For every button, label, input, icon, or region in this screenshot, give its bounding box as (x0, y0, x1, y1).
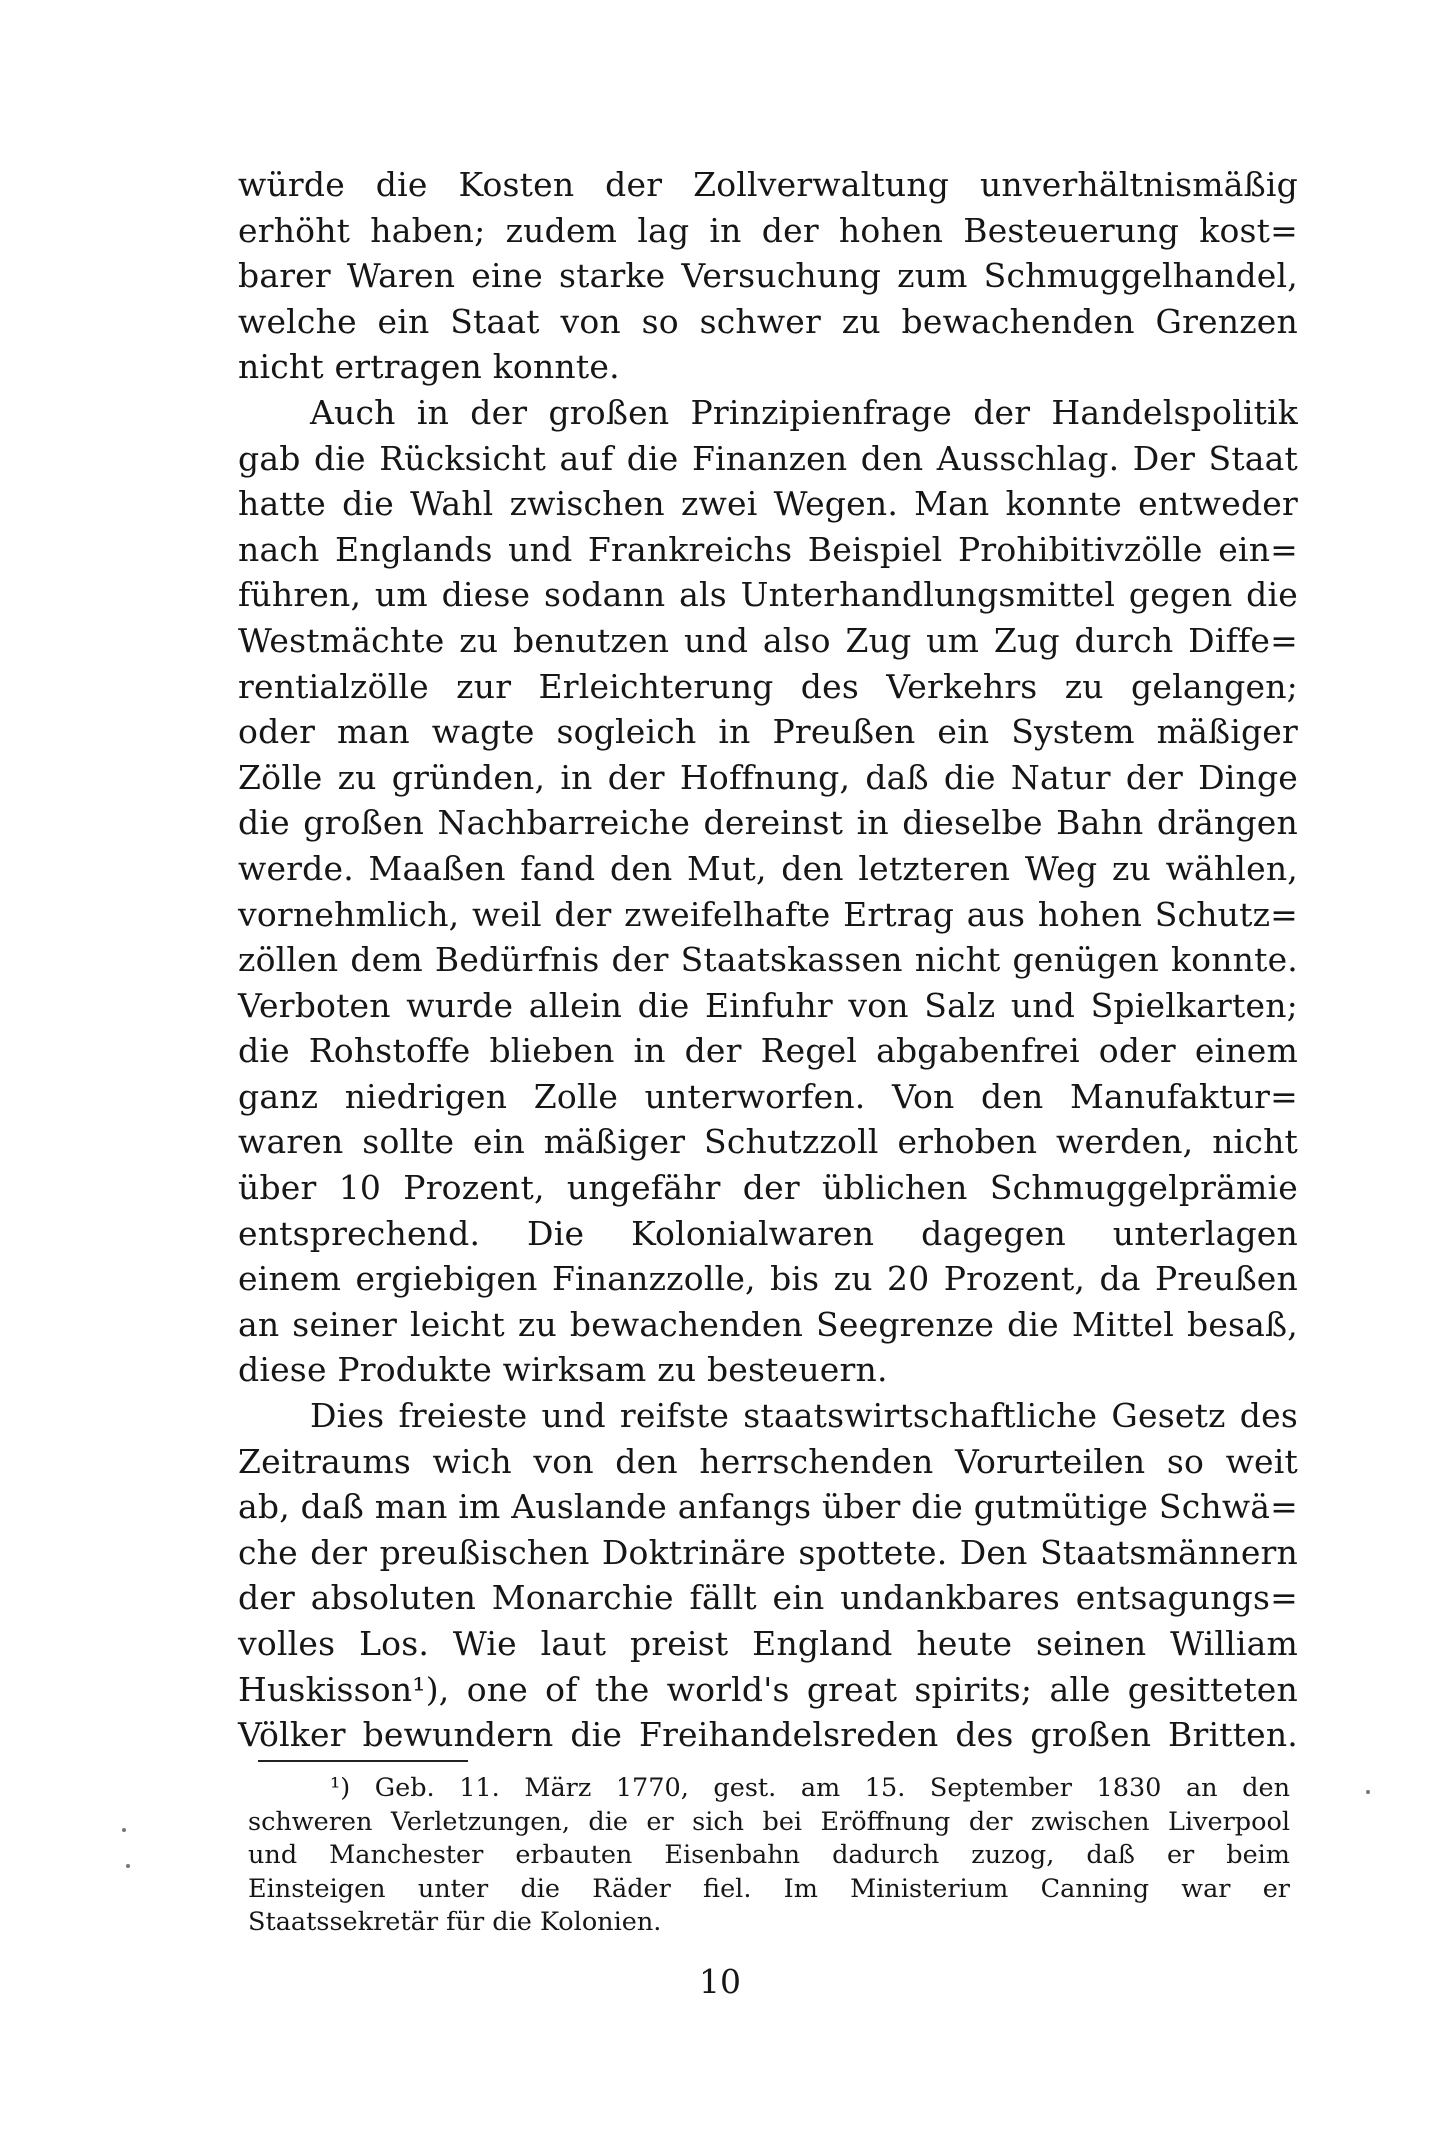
body-line: waren sollte ein mäßiger Schutzzoll erhoben werden, nicht (238, 1122, 1298, 1162)
body-line: nach Englands und Frankreichs Beispiel Prohibitivzölle ein= (238, 529, 1298, 569)
body-text (238, 162, 1298, 1758)
body-line: volles Los. Wie laut preist England heute seinen William (238, 1624, 1298, 1663)
body-line: einem ergiebigen Finanzzolle, bis zu 20 Prozent, da Preußen (238, 1259, 1298, 1299)
body-line: die Rohstoffe blieben in der Regel abgabenfrei oder einem (238, 1031, 1298, 1071)
body-line: rentialzölle zur Erleichterung des Verkehrs zu gelangen; (238, 666, 1298, 706)
body-line: ab, daß man im Auslande anfangs über die gutmütige Schwä= (238, 1487, 1298, 1527)
body-line: oder man wagte sogleich in Preußen ein System mäßiger (238, 712, 1298, 752)
body-line: welche ein Staat von so schwer zu bewachenden Grenzen (238, 301, 1298, 341)
body-line: Verboten wurde allein die Einfuhr von Salz und Spielkarten; (238, 985, 1298, 1025)
footnote (248, 1772, 1290, 1940)
body-line: entsprechend. Die Kolonialwaren dagegen unterlagen (238, 1213, 1298, 1253)
body-line: barer Waren eine starke Versuchung zum Schmuggelhandel, (238, 256, 1298, 296)
body-line: würde die Kosten der Zollverwaltung unverhältnismäßig (238, 165, 1298, 204)
body-line: über 10 Prozent, ungefähr der üblichen Schmuggelprämie (238, 1168, 1298, 1208)
body-line: nicht ertragen konnte. (238, 347, 620, 387)
body-line: der absoluten Monarchie fällt ein undankbares entsagungs= (238, 1578, 1298, 1618)
footnote-divider (258, 1760, 468, 1762)
body-line: werde. Maaßen fand den Mut, den letzteren Weg zu wählen, (238, 848, 1298, 888)
body-line: an seiner leicht zu bewachenden Seegrenze die Mittel besaß, (238, 1304, 1298, 1344)
body-line: che der preußischen Doktrinäre spottete. Den Staatsmännern (238, 1532, 1298, 1572)
page-number: 10 (699, 1962, 741, 2001)
body-line: Auch in der großen Prinzipienfrage der Handelspolitik (310, 392, 1298, 432)
paper-speck (122, 1828, 126, 1832)
body-line: zöllen dem Bedürfnis der Staatskassen nicht genügen konnte. (238, 940, 1298, 980)
body-line: die großen Nachbarreiche dereinst in dieselbe Bahn drängen (238, 803, 1298, 843)
footnote-line: Einsteigen unter die Räder fiel. Im Ministerium Canning war er (248, 1873, 1290, 1904)
footnote-line: schweren Verletzungen, die er sich bei Eröffnung der zwischen Liverpool (248, 1806, 1290, 1837)
body-line: führen, um diese sodann als Unterhandlungsmittel gegen die (238, 575, 1298, 615)
body-line: Dies freieste und reifste staatswirtschaftliche Gesetz des (310, 1396, 1298, 1436)
body-line: Völker bewundern die Freihandelsreden des großen Britten. (238, 1715, 1298, 1755)
body-line: gab die Rücksicht auf die Finanzen den Ausschlag. Der Staat (238, 438, 1298, 478)
paper-speck (1366, 1790, 1370, 1794)
body-line: Zeitraums wich von den herrschenden Vorurteilen so weit (238, 1441, 1298, 1481)
body-line: diese Produkte wirksam zu besteuern. (238, 1350, 888, 1390)
body-line: Westmächte zu benutzen und also Zug um Zug durch Diffe= (238, 620, 1298, 660)
footnote-line: und Manchester erbauten Eisenbahn dadurch zuzog, daß er beim (248, 1840, 1290, 1870)
paper-speck (126, 1864, 130, 1868)
body-line: ganz niedrigen Zolle unterworfen. Von den Manufaktur= (238, 1076, 1298, 1116)
body-line: vornehmlich, weil der zweifelhafte Ertrag aus hohen Schutz= (238, 894, 1298, 934)
body-line: erhöht haben; zudem lag in der hohen Besteuerung kost= (238, 210, 1298, 250)
footnote-line: ¹) Geb. 11. März 1770, gest. am 15. September 1830 an den (330, 1773, 1290, 1803)
body-line: Zölle zu gründen, in der Hoffnung, daß die Natur der Dinge (238, 757, 1298, 797)
footnote-line: Staatssekretär für die Kolonien. (248, 1907, 662, 1937)
body-line: Huskisson¹), one of the world's great spirits; alle gesitteten (238, 1669, 1298, 1709)
body-line: hatte die Wahl zwischen zwei Wegen. Man konnte entweder (238, 484, 1298, 524)
